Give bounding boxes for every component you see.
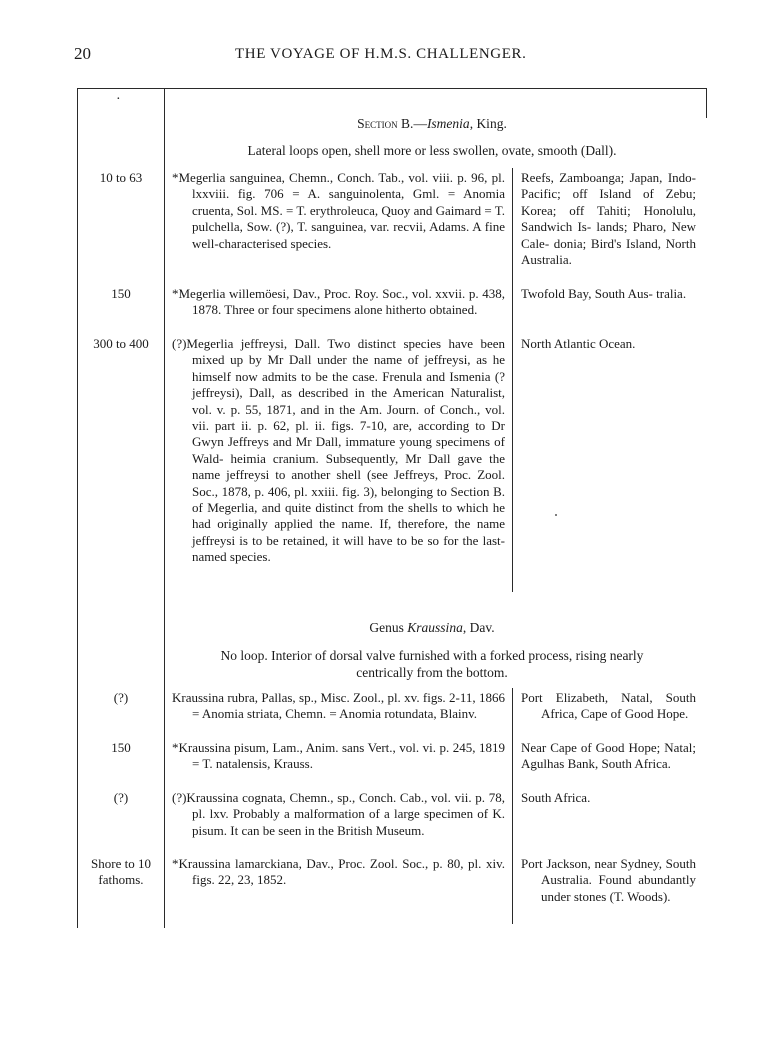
species-line: p. 78, pl. lxv. Probably a malformation of a large (192, 790, 505, 822)
species-line: Anomia cruenta, Sol. MS. = T. erythroleuca, Quoy (192, 186, 505, 218)
distribution-line: Honolulu, Sandwich Is- (521, 202, 696, 235)
species-line: been mixed up by Mr Dall under the name of (192, 336, 505, 368)
depth-line: Shore to 10 (91, 856, 151, 871)
species-line: specimen of K. pisum. It can be seen in the (192, 806, 505, 838)
distribution-line: Port Elizabeth, Natal, South (521, 690, 696, 705)
distribution-line: South Africa. (601, 756, 671, 772)
species-line: jeffreysi, as he himself now admits to be the case. (192, 352, 505, 384)
genus-prefix: Genus (369, 620, 408, 635)
species-line: *Megerlia sanguinea, Chemn., Conch. Tab., vol. viii. p. 96, (172, 170, 492, 185)
entry-7-species (172, 856, 505, 889)
species-line: *Megerlia willemöesi, Dav., Proc. Roy. Soc., vol. xxvii. (172, 286, 469, 301)
genus-author: , Dav. (462, 620, 495, 635)
species-line: Kraussina rubra, Pallas, sp., Misc. Zool., pl. xv. figs. (172, 690, 450, 705)
species-line: British Museum. (337, 822, 425, 838)
species-line: (?)Kraussina cognata, Chemn., sp., Conch. Cab., vol. vii. (172, 790, 476, 805)
species-line: Zool. Soc., 1878, p. 406, pl. xxiii. fig. 3), belonging (192, 467, 505, 499)
distribution-line: Near Cape of Good Hope; (521, 740, 665, 755)
species-line: and Gaimard = T. pulchella, Sow. (?), T. sanguinea, (192, 202, 505, 235)
section-b-label: Section B. (357, 116, 414, 131)
species-line: *Kraussina lamarckiana, Dav., Proc. Zool. Soc., p. 80, (172, 856, 469, 871)
entry-5-distribution (521, 740, 696, 773)
entry-5-species (172, 740, 505, 773)
entry-4-distribution (521, 690, 696, 723)
genus-kraussina-description (172, 647, 692, 681)
distribution-line: Australia. (521, 252, 572, 268)
distribution-line: Port Jackson, near Sydney, (521, 856, 666, 871)
running-title: THE VOYAGE OF H.M.S. CHALLENGER. (235, 46, 527, 62)
entry-2-distribution (521, 286, 696, 302)
distribution-line: abundantly under stones (541, 872, 696, 904)
species-line: 2-11, 1866 = Anomia striata, Chemn. = Anomia (192, 690, 505, 722)
distribution-line: North Atlantic Ocean. (521, 336, 636, 351)
top-rule (77, 88, 707, 89)
genus-name: Kraussina (407, 620, 463, 635)
species-line: p. 438, 1878. Three or four specimens alone hitherto (192, 286, 505, 318)
distribution-line: Zebu; Korea; off Tahiti; (521, 186, 696, 218)
entry-2-depth: 150 (111, 286, 131, 301)
genus-kraussina-heading (172, 620, 692, 636)
entry-1-depth: 10 to 63 (99, 170, 143, 185)
genus-description-line-2: centrically from the bottom. (356, 665, 508, 680)
species-line: in the Am. Journ. of Conch., vol. vii. part ii. p. 62, (192, 401, 505, 434)
species-line: pl. lxxviii. fig. 706 = A. sanguinolenta, Gml. = (192, 170, 505, 202)
species-line: obtained. (429, 302, 478, 318)
entry-3-distribution (521, 336, 696, 352)
entry-6-species (172, 790, 505, 839)
species-line: rotundata, Blainv. (384, 706, 477, 722)
distribution-line: Reefs, Zamboanga; Japan, (521, 170, 668, 185)
species-line: will have to be so for the last-named species. (192, 532, 505, 565)
entry-3-depth: 300 to 400 (93, 336, 149, 351)
entry-7-depth (78, 856, 164, 888)
species-line: heimia cranium. Subsequently, Mr Dall gave the (230, 450, 505, 466)
distribution-line: lands; Pharo, New Cale- (521, 219, 696, 251)
distribution-line: tralia. (656, 286, 687, 301)
entry-6-depth: (?) (113, 790, 129, 805)
species-line: name jeffreysi to another shell (see Jeffreys, Proc. (192, 467, 478, 483)
species-line: 1819 = T. natalensis, Krauss. (192, 740, 505, 772)
right-border-rule (706, 88, 707, 118)
entry-6-distribution (521, 790, 696, 806)
distribution-line: donia; Bird's Island, North (553, 235, 697, 251)
species-line: *Kraussina pisum, Lam., Anim. sans Vert., vol. vi. p. 245, (172, 740, 479, 755)
section-b-genus: Ismenia (426, 116, 470, 131)
depth-line: fathoms. (98, 872, 144, 887)
dist-column-rule-2 (512, 688, 513, 924)
stray-dot (555, 514, 557, 516)
top-left-mark: · (116, 92, 121, 107)
entry-4-depth: (?) (113, 690, 129, 705)
entry-5-depth: 150 (111, 740, 131, 755)
species-line: to Section B. of Megerlia, and quite distinct from the (192, 483, 506, 516)
species-line: pl. ii. figs. 7-10, are, according to Dr Gwyn Jeffreys (192, 418, 505, 450)
distribution-line: Africa, Cape of Good Hope. (541, 706, 689, 722)
species-line: and Mr Dall, immature young specimens of Wald- (192, 434, 506, 466)
distribution-line: Twofold Bay, South Aus- (521, 286, 657, 301)
entry-7-distribution (521, 856, 696, 905)
dist-column-rule-1 (512, 168, 513, 592)
page-number: 20 (74, 44, 91, 63)
distribution-line: South Australia. Found (541, 856, 696, 888)
distribution-line: (T. Woods). (609, 888, 671, 904)
species-line: Frenula and Ismenia (? jeffreysi), Dall, as described (192, 368, 505, 401)
entry-2-species (172, 286, 505, 319)
entry-1-distribution (521, 170, 696, 268)
species-line: var. recvii, Adams. A fine well-characterised species. (192, 219, 505, 251)
entry-4-species (172, 690, 505, 723)
entry-3-species (172, 336, 505, 566)
distribution-line: Indo-Pacific; off Island of (521, 170, 696, 202)
species-line: (?)Megerlia jeffreysi, Dall. Two distinct species have (172, 336, 481, 351)
section-b-dash: — (413, 116, 427, 131)
species-line: shells to which he had originally applied the name. (192, 500, 505, 532)
distribution-line: Natal; Agulhas Bank, (521, 740, 696, 772)
genus-description-line-1: No loop. Interior of dorsal valve furnished with a forked process, rising nearly (220, 648, 644, 663)
depth-column-rule (164, 88, 165, 928)
distribution-line: South Africa. (521, 790, 591, 805)
section-b-heading (172, 116, 692, 132)
species-line: pl. xiv. figs. 22, 23, 1852. (192, 856, 505, 888)
species-line: If, therefore, the name jeffreysi is to be retained, it (192, 516, 505, 548)
entry-1-species (172, 170, 505, 252)
section-b-description: Lateral loops open, shell more or less swollen, ovate, smooth (Dall). (247, 143, 617, 158)
species-line: in the American Naturalist, vol. v. p. 55, 1871, and (192, 385, 505, 417)
section-b-author: , King. (469, 116, 507, 131)
